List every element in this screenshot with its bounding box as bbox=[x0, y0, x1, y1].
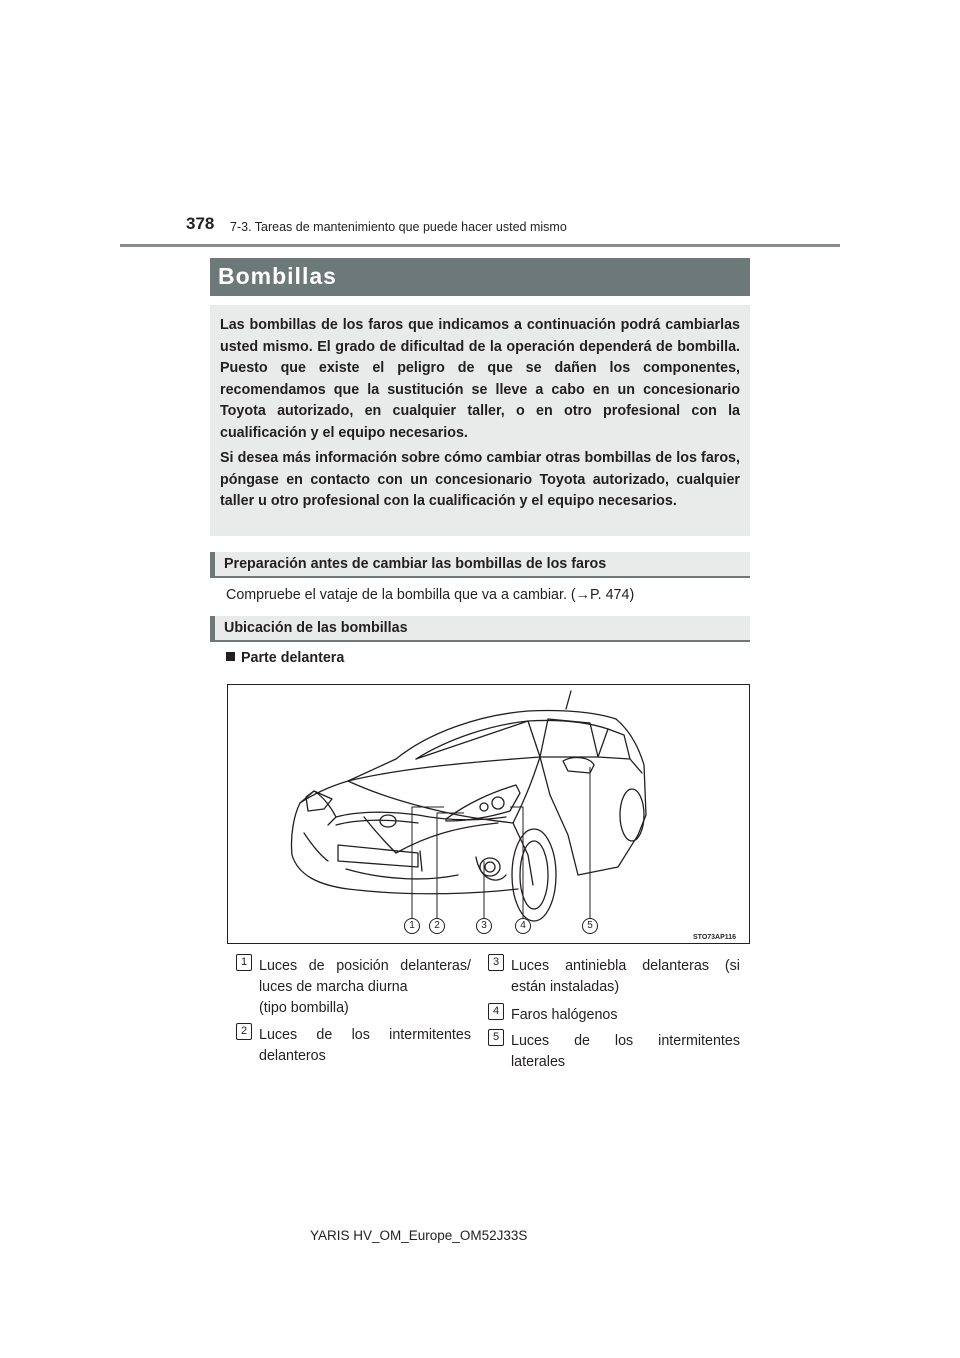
legend-2-line-1: Luces de los intermitentes bbox=[259, 1027, 471, 1043]
square-bullet-icon bbox=[226, 652, 235, 661]
callout-2: 2 bbox=[429, 918, 445, 934]
header-rule bbox=[120, 244, 840, 247]
legend-number-2: 2 bbox=[236, 1023, 252, 1040]
legend-1-line-2: luces de marcha diurna bbox=[259, 979, 408, 995]
preparation-heading-bar bbox=[210, 552, 750, 578]
legend-4-line-1: Faros halógenos bbox=[511, 1007, 618, 1023]
intro-paragraph-1: Las bombillas de los faros que indicamos a continuación podrá cambiarlas usted mismo. El grado de dificultad de la operación dependerá de bombilla. Puesto que existe el peligro de que se dañen los componentes, recomendamos que la sustitución se lleve a cabo en un concesionario Toyota autorizado, en cualquier taller, o en otro profesional con la cualificación y el equipo necesarios. bbox=[220, 317, 740, 441]
car-figure bbox=[227, 684, 750, 944]
figure-code: STO73AP116 bbox=[693, 934, 737, 941]
legend-number-1: 1 bbox=[236, 954, 252, 971]
preparation-text: Compruebe el vataje de la bombilla que va a cambiar. (→P. 474) bbox=[226, 587, 635, 603]
legend-5-line-1: Luces de los intermitentes bbox=[511, 1033, 740, 1049]
location-heading-bar bbox=[210, 616, 750, 642]
subsection-front bbox=[226, 650, 344, 666]
legend-3-line-2: están instaladas) bbox=[511, 979, 620, 995]
legend-1-line-1: Luces de posición delanteras/ bbox=[259, 958, 471, 974]
callout-3: 3 bbox=[476, 918, 492, 934]
footer-document-id: YARIS HV_OM_Europe_OM52J33S bbox=[310, 1228, 528, 1243]
legend-3-line-1: Luces antiniebla delanteras (si bbox=[511, 958, 740, 974]
callout-1: 1 bbox=[404, 918, 420, 934]
page-number: 378 bbox=[186, 214, 215, 233]
legend-number-3: 3 bbox=[488, 954, 504, 971]
section-header: 7-3. Tareas de mantenimiento que puede hacer usted mismo bbox=[230, 220, 567, 234]
intro-paragraph-2: Si desea más información sobre cómo cambiar otras bombillas de los faros, póngase en contacto con un concesionario Toyota autorizado, cualquier taller u otro profesional con la cualificación y el equipo necesarios. bbox=[220, 450, 740, 509]
title-bar bbox=[210, 258, 750, 296]
callout-4: 4 bbox=[515, 918, 531, 934]
location-heading: Ubicación de las bombillas bbox=[224, 620, 408, 636]
legend-1-line-3: (tipo bombilla) bbox=[259, 1000, 349, 1016]
legend-5-line-2: laterales bbox=[511, 1054, 566, 1070]
intro-box bbox=[210, 305, 750, 536]
car-illustration bbox=[228, 685, 749, 943]
preparation-heading: Preparación antes de cambiar las bombillas de los faros bbox=[224, 556, 607, 572]
callout-5: 5 bbox=[582, 918, 598, 934]
legend-2-line-2: delanteros bbox=[259, 1048, 326, 1064]
legend-number-4: 4 bbox=[488, 1003, 504, 1020]
subsection-label: Parte delantera bbox=[241, 650, 345, 666]
legend-number-5: 5 bbox=[488, 1029, 504, 1046]
page-title: Bombillas bbox=[218, 263, 337, 289]
